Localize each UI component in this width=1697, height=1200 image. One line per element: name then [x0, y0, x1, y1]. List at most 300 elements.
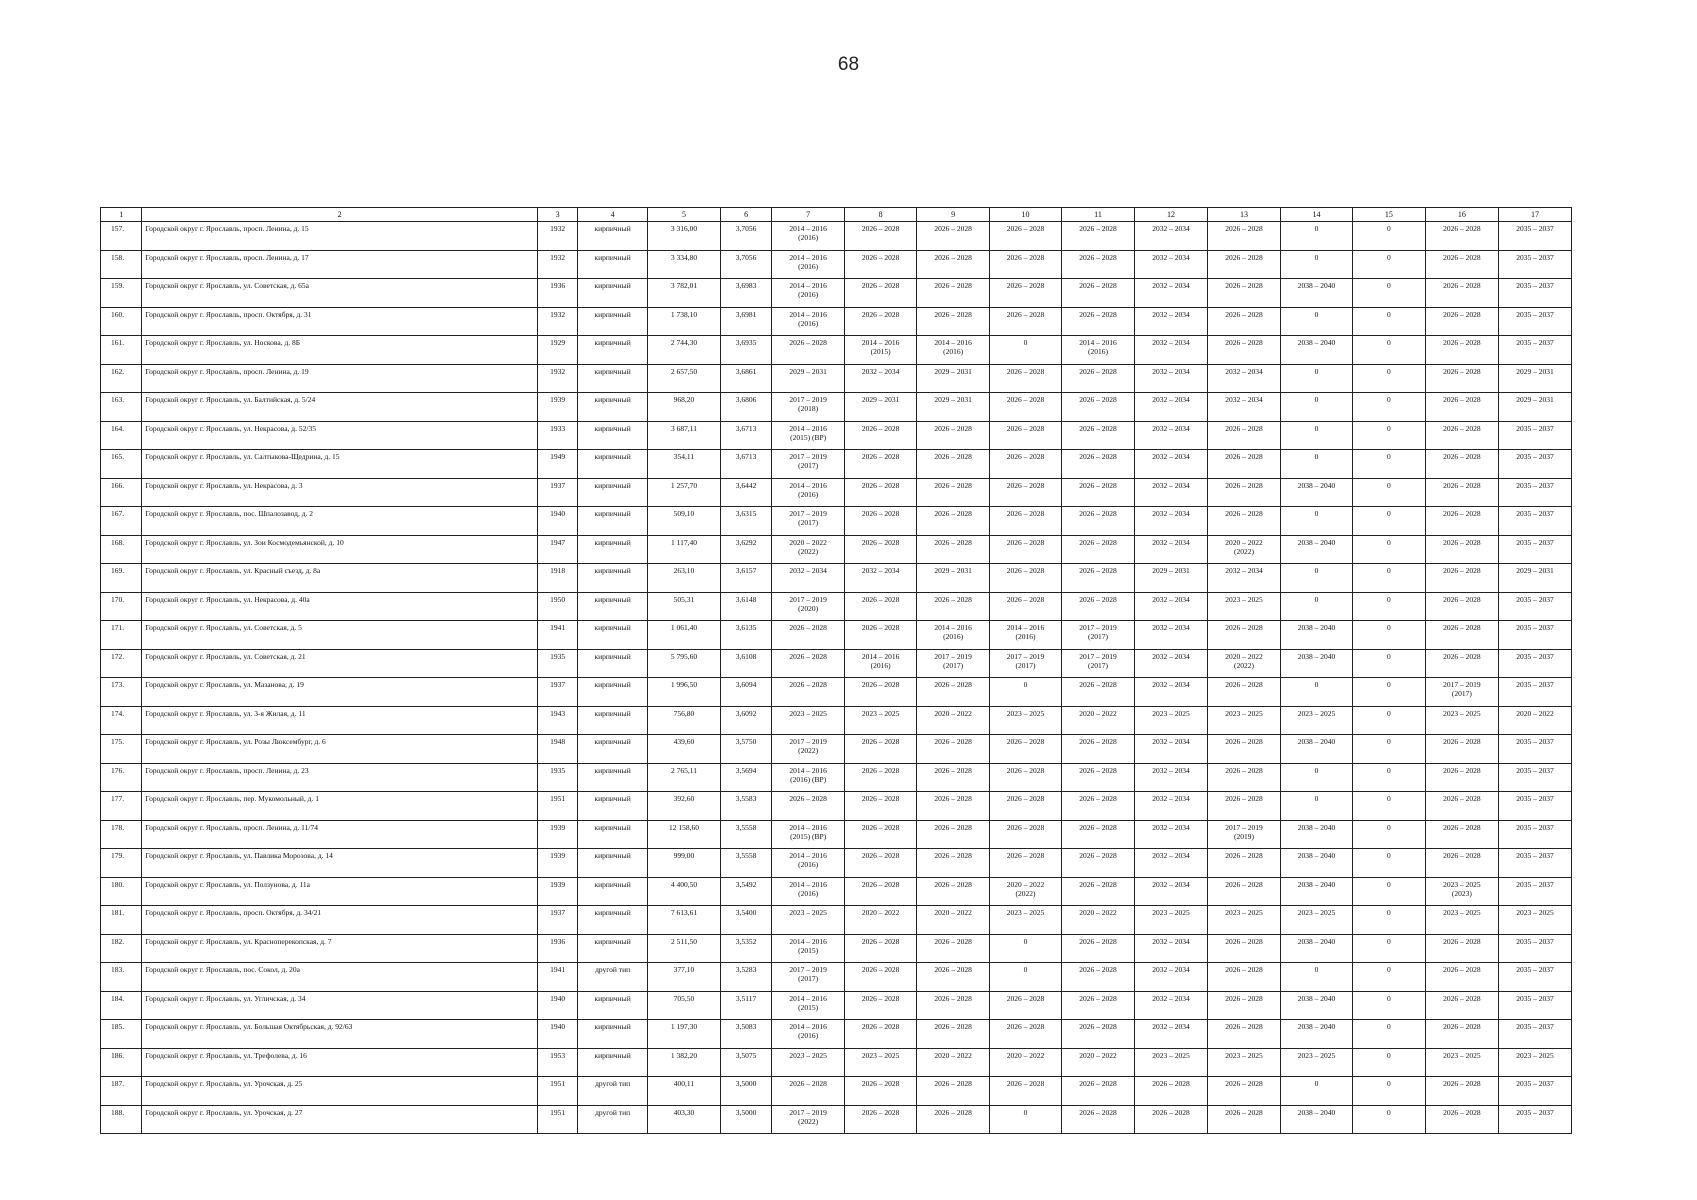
period-cell [1425, 564, 1498, 593]
cell-value: 2035 – 2037 [1516, 309, 1554, 319]
period-cell [917, 364, 990, 393]
period-cell [1134, 763, 1207, 792]
period-cell [1352, 991, 1425, 1020]
period-cell [1498, 478, 1571, 507]
cell-value: 0 [1387, 423, 1391, 433]
period-cell [1061, 1048, 1134, 1077]
cell-value: 1951 [550, 1107, 566, 1117]
period-cell [1352, 906, 1425, 935]
index-cell [720, 906, 771, 935]
cell-value: 2014 – 2016 [789, 851, 827, 860]
cell-value: 2026 – 2028 [1006, 566, 1045, 575]
period-cell [1207, 364, 1280, 393]
period-cell [1352, 706, 1425, 735]
period-cell [1134, 478, 1207, 507]
cell-value: 160. [111, 309, 125, 319]
period-cell [772, 991, 845, 1020]
year-built-cell [537, 450, 577, 479]
cell-value: 2026 – 2028 [861, 1079, 900, 1088]
period-cell [1352, 592, 1425, 621]
cell-value: 1941 [550, 965, 566, 974]
cell-subvalue: (2022) [1015, 888, 1036, 898]
cell-value: 2032 – 2034 [861, 566, 900, 575]
period-cell [1425, 877, 1498, 906]
period-cell [1207, 535, 1280, 564]
year-built-cell [537, 820, 577, 849]
wall-material-cell [578, 849, 648, 878]
period-cell [845, 250, 917, 279]
period-cell [917, 1077, 990, 1106]
period-cell [1134, 1048, 1207, 1077]
row-number-cell [101, 1020, 142, 1049]
wall-material-cell [578, 934, 648, 963]
period-cell [1280, 592, 1352, 621]
cell-value: 0 [1387, 537, 1391, 547]
cell-value: 2035 – 2037 [1516, 281, 1554, 290]
cell-value: Городской округ г. Ярославль, просп. Октября, д. 31 [145, 309, 312, 319]
period-cell [1280, 250, 1352, 279]
cell-value: 3,7056 [735, 252, 757, 262]
cell-value: 2026 – 2028 [934, 737, 972, 746]
cell-value: 2023 – 2025 [861, 1050, 900, 1060]
period-cell [845, 592, 917, 621]
period-cell [1061, 478, 1134, 507]
index-cell [720, 592, 771, 621]
year-built-cell [537, 564, 577, 593]
row-number-cell [101, 934, 142, 963]
cell-value: Городской округ г. Ярославль, просп. Ленина, д. 17 [145, 252, 309, 262]
cell-value: 2026 – 2028 [1079, 423, 1117, 433]
period-cell [1207, 877, 1280, 906]
area-cell [647, 535, 720, 564]
year-built-cell [537, 1048, 577, 1077]
cell-value: Городской округ г. Ярославль, ул. Салтыкова-Щедрина, д. 15 [145, 452, 340, 461]
index-cell [720, 849, 771, 878]
cell-value: кирпичный [594, 509, 631, 518]
cell-subvalue: (2023) [1451, 888, 1472, 898]
period-cell [772, 507, 845, 536]
cell-value: 2029 – 2031 [1516, 366, 1554, 376]
cell-subvalue: (2015) [798, 945, 819, 955]
cell-value: 2017 – 2019 [934, 651, 972, 661]
cell-value: 1932 [550, 224, 566, 233]
cell-value: 2038 – 2040 [1297, 993, 1336, 1003]
cell-value: 3,6092 [735, 708, 757, 718]
cell-value: Городской округ г. Ярославль, ул. Советская, д. 65а [145, 281, 309, 290]
period-cell [1134, 1020, 1207, 1049]
row-number-cell [101, 222, 142, 251]
cell-value: 2035 – 2037 [1516, 480, 1554, 490]
period-cell [1134, 535, 1207, 564]
cell-value: 0 [1387, 993, 1391, 1003]
cell-value: 2026 – 2028 [934, 537, 972, 547]
area-cell [647, 507, 720, 536]
address-cell [142, 222, 538, 251]
cell-value: 12 158,60 [668, 822, 699, 832]
year-built-cell [537, 592, 577, 621]
cell-value: 2032 – 2034 [1152, 1022, 1190, 1031]
cell-value: другой тип [595, 1107, 631, 1117]
row-number-cell [101, 450, 142, 479]
cell-value: 0 [1314, 423, 1319, 433]
period-cell [845, 706, 917, 735]
period-cell [917, 222, 990, 251]
cell-value: 0 [1387, 936, 1391, 946]
period-cell [1352, 792, 1425, 821]
period-cell [990, 877, 1062, 906]
cell-value: 184. [111, 993, 125, 1003]
wall-material-cell [578, 820, 648, 849]
cell-value: 2026 – 2028 [934, 993, 972, 1003]
period-cell [1061, 393, 1134, 422]
cell-value: кирпичный [594, 338, 631, 347]
row-number-cell [101, 621, 142, 650]
period-cell [1498, 307, 1571, 336]
period-cell [1425, 1077, 1498, 1106]
cell-value: 2017 – 2019 [789, 737, 827, 746]
cell-value: 0 [1387, 1022, 1391, 1031]
cell-value: 2026 – 2028 [934, 1107, 972, 1117]
period-cell [1280, 450, 1352, 479]
row-number-cell [101, 507, 142, 536]
period-cell [1134, 906, 1207, 935]
cell-value: 2029 – 2031 [1152, 566, 1190, 575]
cell-value: 3,6935 [735, 338, 757, 347]
cell-value: 2026 – 2028 [1079, 395, 1117, 404]
cell-value: 2026 – 2028 [934, 965, 972, 974]
cell-value: 2014 – 2016 [789, 936, 827, 946]
index-cell [720, 364, 771, 393]
cell-value: другой тип [595, 965, 631, 974]
year-built-cell [537, 336, 577, 365]
cell-value: 171. [111, 623, 125, 632]
cell-value: 2026 – 2028 [1225, 765, 1263, 775]
cell-value: 1933 [550, 423, 566, 433]
cell-value: 2026 – 2028 [1079, 452, 1117, 461]
wall-material-cell [578, 877, 648, 906]
cell-value: 0 [1387, 794, 1391, 803]
period-cell [1134, 706, 1207, 735]
period-cell [1425, 336, 1498, 365]
cell-value: 3,6108 [735, 651, 757, 661]
cell-value: 1935 [550, 651, 566, 661]
cell-subvalue: (2017) [1015, 660, 1036, 670]
cell-value: 2026 – 2028 [861, 480, 900, 490]
cell-value: 2026 – 2028 [934, 452, 972, 461]
cell-value: 2017 – 2019 [1079, 651, 1117, 661]
area-cell [647, 649, 720, 678]
period-cell [1061, 1020, 1134, 1049]
cell-value: 2032 – 2034 [789, 566, 827, 575]
index-cell [720, 678, 771, 707]
table-row [101, 450, 1572, 479]
cell-subvalue: (2016) [798, 860, 819, 869]
cell-value: кирпичный [594, 794, 631, 803]
row-number-cell [101, 1048, 142, 1077]
period-cell [845, 1020, 917, 1049]
cell-subvalue: (2017) [798, 518, 819, 527]
period-cell [1352, 963, 1425, 992]
cell-value: 182. [111, 936, 125, 946]
period-cell [1425, 364, 1498, 393]
period-cell [1280, 279, 1352, 308]
period-cell [1425, 1020, 1498, 1049]
period-cell [1425, 706, 1498, 735]
cell-value: 0 [1387, 594, 1391, 604]
period-cell [917, 735, 990, 764]
period-cell [1498, 678, 1571, 707]
period-cell [990, 1105, 1062, 1134]
index-cell [720, 1105, 771, 1134]
cell-value: 2026 – 2028 [861, 452, 900, 461]
cell-value: 2026 – 2028 [1443, 765, 1481, 775]
cell-value: 2026 – 2028 [789, 1079, 827, 1088]
address-cell [142, 592, 538, 621]
period-cell [772, 934, 845, 963]
cell-value: 2017 – 2019 [789, 965, 827, 974]
cell-value: 2020 – 2022 [934, 908, 972, 917]
period-cell [917, 336, 990, 365]
cell-value: 181. [111, 908, 125, 917]
cell-value: Городской округ г. Ярославль, ул. Трефолева, д. 16 [145, 1050, 307, 1060]
cell-value: 188. [111, 1107, 125, 1117]
cell-value: 1953 [550, 1050, 566, 1060]
housing-repair-schedule-table [100, 207, 1572, 1134]
area-cell [647, 1105, 720, 1134]
period-cell [1498, 991, 1571, 1020]
period-cell [1498, 1020, 1571, 1049]
cell-value: Городской округ г. Ярославль, ул. Некрасова, д. 52/35 [145, 423, 316, 433]
cell-value: 2029 – 2031 [934, 395, 972, 404]
period-cell [1498, 336, 1571, 365]
cell-value: 2026 – 2028 [1443, 509, 1481, 518]
cell-value: 3,5352 [735, 936, 757, 946]
row-number-cell [101, 421, 142, 450]
period-cell [1425, 649, 1498, 678]
cell-value: 3,7056 [735, 224, 757, 233]
area-cell [647, 991, 720, 1020]
cell-value: кирпичный [594, 936, 631, 946]
cell-value: 403,30 [673, 1107, 695, 1117]
index-cell [720, 735, 771, 764]
column-header: 11 [1061, 208, 1134, 222]
area-cell [647, 393, 720, 422]
period-cell [1207, 792, 1280, 821]
cell-value: 2035 – 2037 [1516, 338, 1554, 347]
period-cell [1061, 222, 1134, 251]
wall-material-cell [578, 250, 648, 279]
cell-value: 2017 – 2019 [1225, 822, 1263, 832]
cell-value: 2026 – 2028 [934, 309, 972, 319]
address-cell [142, 991, 538, 1020]
period-cell [990, 364, 1062, 393]
cell-value: 2032 – 2034 [1152, 879, 1190, 889]
cell-value: 1948 [550, 737, 566, 746]
period-cell [845, 450, 917, 479]
cell-value: 2023 – 2025 [1297, 1050, 1336, 1060]
period-cell [1061, 735, 1134, 764]
cell-value: 2026 – 2028 [789, 338, 827, 347]
cell-value: 2035 – 2037 [1516, 452, 1554, 461]
period-cell [1425, 507, 1498, 536]
area-cell [647, 706, 720, 735]
year-built-cell [537, 906, 577, 935]
cell-value: 2026 – 2028 [1225, 993, 1263, 1003]
period-cell [1061, 535, 1134, 564]
cell-value: 3,5492 [735, 879, 757, 889]
cell-value: 0 [1387, 680, 1391, 689]
cell-value: 3,6135 [735, 623, 757, 632]
address-cell [142, 450, 538, 479]
period-cell [845, 222, 917, 251]
period-cell [772, 478, 845, 507]
period-cell [1134, 421, 1207, 450]
cell-value: Городской округ г. Ярославль, ул. 3-я Жилая, д. 11 [145, 708, 306, 718]
cell-value: кирпичный [594, 708, 631, 718]
period-cell [772, 963, 845, 992]
cell-value: 2026 – 2028 [1225, 338, 1263, 347]
cell-value: 183. [111, 965, 125, 974]
period-cell [772, 1105, 845, 1134]
period-cell [1352, 763, 1425, 792]
cell-value: 2026 – 2028 [1225, 936, 1263, 946]
cell-value: 2026 – 2028 [789, 623, 827, 632]
wall-material-cell [578, 336, 648, 365]
cell-value: 0 [1023, 965, 1028, 974]
period-cell [1280, 364, 1352, 393]
cell-value: 0 [1314, 794, 1319, 803]
cell-subvalue: (2016) [798, 233, 819, 242]
cell-value: 2035 – 2037 [1516, 1107, 1554, 1117]
period-cell [845, 849, 917, 878]
row-number-cell [101, 963, 142, 992]
period-cell [990, 735, 1062, 764]
index-cell [720, 535, 771, 564]
cell-value: 2032 – 2034 [1152, 537, 1190, 547]
period-cell [990, 421, 1062, 450]
period-cell [845, 820, 917, 849]
period-cell [1498, 1105, 1571, 1134]
cell-value: 3 687,11 [670, 423, 697, 433]
cell-value: 2032 – 2034 [1152, 395, 1190, 404]
period-cell [1280, 877, 1352, 906]
cell-value: 1951 [550, 794, 566, 803]
period-cell [1425, 1105, 1498, 1134]
period-cell [845, 1077, 917, 1106]
cell-value: 1 996,50 [670, 680, 698, 689]
period-cell [772, 364, 845, 393]
cell-value: 2 744,30 [670, 338, 698, 347]
cell-value: 2026 – 2028 [1079, 822, 1117, 832]
period-cell [1498, 849, 1571, 878]
period-cell [1207, 250, 1280, 279]
table-row [101, 1105, 1572, 1134]
cell-value: 2014 – 2016 [789, 765, 827, 775]
cell-value: кирпичный [594, 765, 631, 775]
table-row [101, 364, 1572, 393]
column-header: 17 [1498, 208, 1571, 222]
period-cell [1352, 307, 1425, 336]
cell-value: 0 [1387, 566, 1391, 575]
period-cell [1207, 393, 1280, 422]
cell-value: 2035 – 2037 [1516, 224, 1554, 233]
cell-value: 2026 – 2028 [861, 794, 900, 803]
area-cell [647, 364, 720, 393]
period-cell [1134, 621, 1207, 650]
cell-value: кирпичный [594, 594, 631, 604]
period-cell [1061, 592, 1134, 621]
cell-value: 2026 – 2028 [861, 851, 900, 860]
period-cell [1425, 535, 1498, 564]
period-cell [1061, 906, 1134, 935]
wall-material-cell [578, 307, 648, 336]
period-cell [1425, 792, 1498, 821]
cell-value: 2026 – 2028 [1443, 537, 1481, 547]
cell-value: 187. [111, 1079, 125, 1088]
year-built-cell [537, 877, 577, 906]
period-cell [1134, 649, 1207, 678]
period-cell [1352, 934, 1425, 963]
cell-value: 2026 – 2028 [934, 423, 972, 433]
period-cell [772, 336, 845, 365]
period-cell [1425, 906, 1498, 935]
period-cell [1134, 735, 1207, 764]
cell-value: Городской округ г. Ярославль, просп. Ленина, д. 15 [145, 224, 309, 233]
cell-value: 2026 – 2028 [1006, 480, 1045, 490]
cell-value: 2014 – 2016 [861, 651, 900, 661]
period-cell [1207, 279, 1280, 308]
period-cell [772, 450, 845, 479]
cell-value: 2026 – 2028 [861, 1107, 900, 1117]
row-number-cell [101, 706, 142, 735]
period-cell [1352, 1105, 1425, 1134]
cell-value: 0 [1387, 623, 1391, 632]
cell-value: кирпичный [594, 879, 631, 889]
period-cell [1061, 336, 1134, 365]
period-cell [1280, 222, 1352, 251]
cell-value: 0 [1314, 965, 1319, 974]
period-cell [1498, 450, 1571, 479]
area-cell [647, 763, 720, 792]
period-cell [1134, 820, 1207, 849]
period-cell [772, 763, 845, 792]
cell-value: 0 [1387, 908, 1391, 917]
period-cell [1498, 877, 1571, 906]
cell-value: 2017 – 2019 [1006, 651, 1045, 661]
cell-value: 2014 – 2016 [789, 822, 827, 832]
cell-value: 2026 – 2028 [1443, 252, 1481, 262]
cell-value: 3,5075 [735, 1050, 757, 1060]
cell-value: 2026 – 2028 [861, 423, 900, 433]
cell-value: 2032 – 2034 [1152, 281, 1190, 290]
cell-value: 0 [1023, 936, 1028, 946]
period-cell [1207, 1048, 1280, 1077]
period-cell [845, 1105, 917, 1134]
cell-value: 2014 – 2016 [789, 1022, 827, 1031]
row-number-cell [101, 364, 142, 393]
wall-material-cell [578, 450, 648, 479]
area-cell [647, 421, 720, 450]
cell-value: Городской округ г. Ярославль, ул. Зои Космодемьянской, д. 10 [145, 537, 344, 547]
cell-value: 2026 – 2028 [861, 1022, 900, 1031]
column-number-header-row [101, 208, 1572, 222]
period-cell [1498, 763, 1571, 792]
row-number-cell [101, 279, 142, 308]
address-cell [142, 934, 538, 963]
cell-value: другой тип [595, 1079, 631, 1088]
period-cell [1207, 763, 1280, 792]
period-cell [845, 621, 917, 650]
